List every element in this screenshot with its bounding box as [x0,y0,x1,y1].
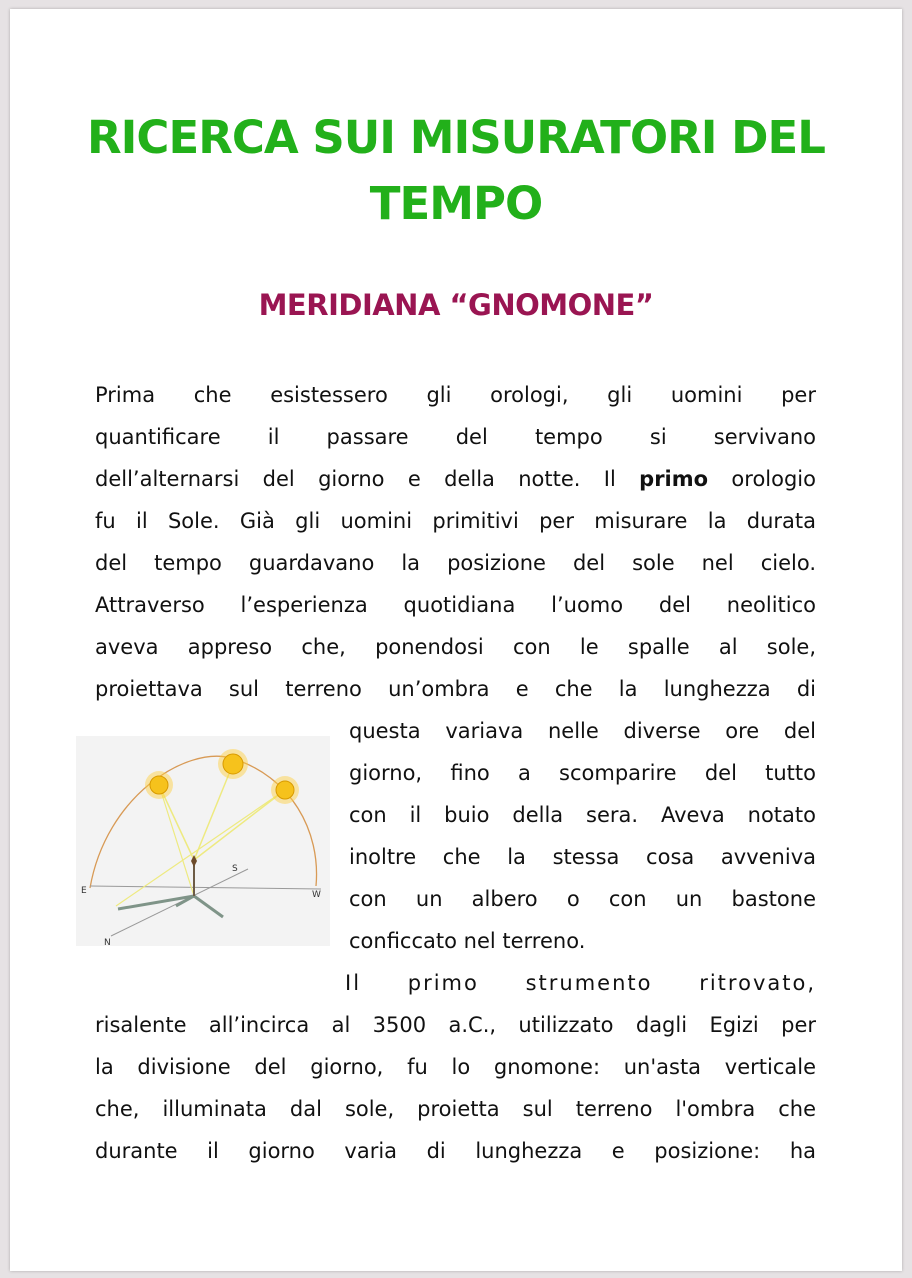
title-line-2: TEMPO [369,177,543,230]
sun-icon [271,776,299,804]
paragraph-line: proiettava sul terreno un’ombra e che la lunghezza di [95,677,816,701]
paragraph-line [95,458,816,500]
paragraph-line: fu il Sole. Già gli uomini primitivi per misurare la durata [95,509,816,533]
paragraph-line: Il primo strumento ritrovato, [345,971,816,995]
sun-path-arc [90,756,317,888]
sundial-illustration [76,736,330,946]
paragraph-line: con il buio della sera. Aveva notato [349,803,816,827]
text-span: dell’alternarsi del giorno e della notte. Il [95,467,640,491]
paragraph-line: la divisione del giorno, fu lo gnomone: un'asta verticale [95,1055,816,1079]
page-title [10,105,902,237]
label-east: E [81,886,87,896]
text-span: orologio [708,467,816,491]
paragraph-line: aveva appreso che, ponendosi con le spalle al sole, [95,635,816,659]
section-heading: MERIDIANA “GNOMONE” [258,288,654,322]
paragraph-line: Attraverso l’esperienza quotidiana l’uomo del neolitico [95,593,816,617]
paragraph-line: giorno, fino a scomparire del tutto [349,761,816,785]
paragraph-line: inoltre che la stessa cosa avveniva [349,845,816,869]
label-south: S [232,864,238,874]
paragraph-line: durante il giorno varia di lunghezza e posizione: ha [95,1139,816,1163]
shadow-evening [194,896,223,917]
paragraph-line: questa variava nelle diverse ore del [349,719,816,743]
paragraph-line: con un albero o con un bastone [349,887,816,911]
sundial-diagram [76,736,330,946]
paragraph-line: del tempo guardavano la posizione del sole nel cielo. [95,551,816,575]
paragraph-line: risalente all’incirca al 3500 a.C., utilizzato dagli Egizi per [95,1013,816,1037]
bold-word: primo [639,467,709,491]
label-north: N [104,938,111,946]
sun-ray [159,785,194,896]
sun-icon [145,771,173,799]
sun-icon [218,749,248,779]
document-page [10,9,902,1271]
east-west-line [90,886,321,889]
paragraph-line: quantificare il passare del tempo si servivano [95,425,816,449]
title-line-1: RICERCA SUI MISURATORI DEL [87,111,825,164]
paragraph-line: conficcato nel terreno. [349,929,586,953]
label-west: W [312,890,321,900]
paragraph-line: che, illuminata dal sole, proietta sul terreno l'ombra che [95,1097,816,1121]
paragraph-line: Prima che esistessero gli orologi, gli uomini per [95,383,816,407]
